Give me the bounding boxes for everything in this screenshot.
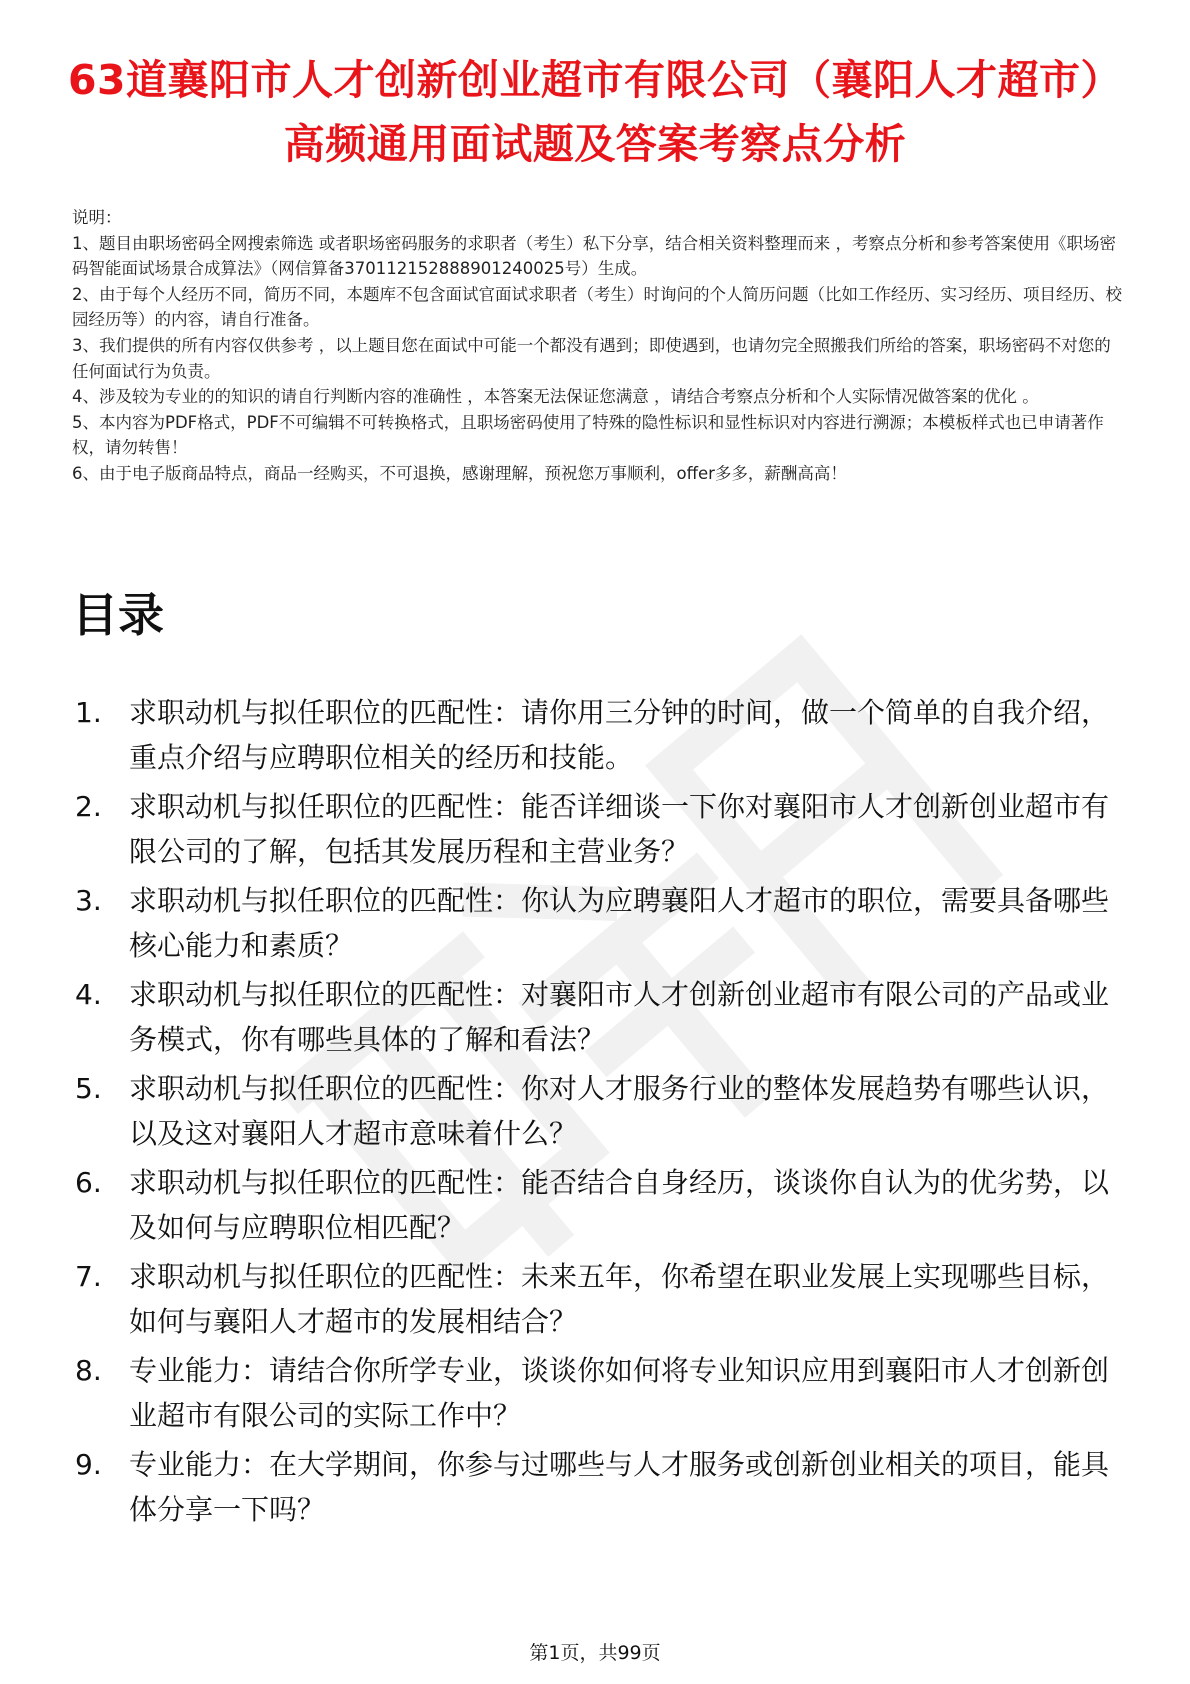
toc-item[interactable]: [72, 690, 1122, 784]
toc-item-number: 5.: [75, 1072, 102, 1105]
toc-item-link[interactable]: 求职动机与拟任职位的匹配性：对襄阳市人才创新创业超市有限公司的产品或业务模式，你有哪些具体的了解和看法？: [129, 978, 1110, 1056]
toc-item[interactable]: [72, 972, 1122, 1066]
note-item: 6、由于电子版商品特点，商品一经购买，不可退换，感谢理解，预祝您万事顺利，offer多多，薪酬高高！: [72, 463, 847, 483]
toc-item-number: 7.: [75, 1260, 102, 1293]
toc-item-number: 8.: [75, 1354, 102, 1387]
toc-item[interactable]: [72, 1066, 1122, 1160]
toc-item[interactable]: [72, 784, 1122, 878]
table-of-contents: [72, 690, 1122, 1536]
toc-item[interactable]: [72, 878, 1122, 972]
note-item: 4、涉及较为专业的的知识的请自行判断内容的准确性 ，本答案无法保证您满意 ，请结合考察点分析和个人实际情况做答案的优化 。: [72, 387, 1039, 407]
toc-item-number: 6.: [75, 1166, 102, 1199]
toc-item-number: 4.: [75, 978, 102, 1011]
note-item: 3、我们提供的所有内容仅供参考 ，以上题目您在面试中可能一个都没有遇到；即使遇到，也请勿完全照搬我们所给的答案，职场密码不对您的任何面试行为负责。: [72, 335, 1111, 381]
toc-item-link[interactable]: 求职动机与拟任职位的匹配性：能否详细谈一下你对襄阳市人才创新创业超市有限公司的了解，包括其发展历程和主营业务？: [129, 790, 1110, 868]
toc-item[interactable]: [72, 1254, 1122, 1348]
toc-item-link[interactable]: 求职动机与拟任职位的匹配性：请你用三分钟的时间，做一个简单的自我介绍，重点介绍与应聘职位相关的经历和技能。: [129, 696, 1110, 774]
toc-item-link[interactable]: 专业能力：请结合你所学专业，谈谈你如何将专业知识应用到襄阳市人才创新创业超市有限公司的实际工作中？: [129, 1354, 1110, 1432]
disclaimer-notes: [72, 205, 1122, 487]
notes-heading: 说明：: [72, 208, 122, 227]
toc-item-number: 9.: [75, 1448, 102, 1481]
page-number-footer: 第1页，共99页: [529, 1642, 661, 1664]
note-item: 2、由于每个人经历不同，简历不同，本题库不包含面试官面试求职者（考生）时询问的个人简历问题（比如工作经历、实习经历、项目经历、校园经历等）的内容，请自行准备。: [72, 284, 1122, 330]
toc-heading: 目录: [72, 588, 164, 642]
toc-item-link[interactable]: 求职动机与拟任职位的匹配性：你认为应聘襄阳人才超市的职位，需要具备哪些核心能力和素质？: [129, 884, 1110, 962]
toc-item-number: 2.: [75, 790, 102, 823]
toc-item-link[interactable]: 求职动机与拟任职位的匹配性：未来五年，你希望在职业发展上实现哪些目标，如何与襄阳人才超市的发展相结合？: [129, 1260, 1110, 1338]
toc-item-number: 3.: [75, 884, 102, 917]
note-item: 5、本内容为PDF格式，PDF不可编辑不可转换格式，且职场密码使用了特殊的隐性标识和显性标识对内容进行溯源；本模板样式也已申请著作权，请勿转售！: [72, 412, 1104, 458]
toc-item-link[interactable]: 求职动机与拟任职位的匹配性：你对人才服务行业的整体发展趋势有哪些认识，以及这对襄阳人才超市意味着什么？: [129, 1072, 1110, 1150]
toc-item[interactable]: [72, 1160, 1122, 1254]
toc-item-link[interactable]: 求职动机与拟任职位的匹配性：能否结合自身经历，谈谈你自认为的优劣势，以及如何与应聘职位相匹配？: [129, 1166, 1110, 1244]
toc-item-link[interactable]: 专业能力：在大学期间，你参与过哪些与人才服务或创新创业相关的项目，能具体分享一下吗？: [129, 1448, 1110, 1526]
toc-item[interactable]: [72, 1442, 1122, 1536]
toc-item[interactable]: [72, 1348, 1122, 1442]
document-title: 63道襄阳市人才创新创业超市有限公司（襄阳人才超市）高频通用面试题及答案考察点分析: [67, 56, 1123, 168]
toc-item-number: 1.: [75, 696, 102, 729]
note-item: 1、题目由职场密码全网搜索筛选 或者职场密码服务的求职者（考生）私下分享，结合相关资料整理而来 ，考察点分析和参考答案使用《职场密码智能面试场景合成算法》（网信算备370112152888901240025号）生成。: [72, 233, 1116, 279]
